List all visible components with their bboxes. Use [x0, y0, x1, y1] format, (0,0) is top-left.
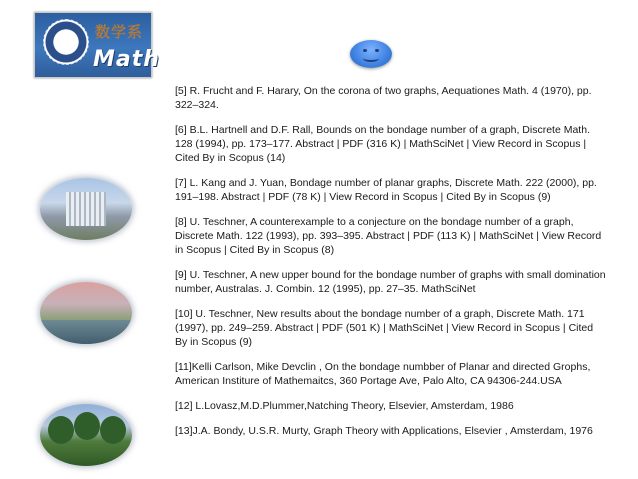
department-name: 数学系 [95, 23, 144, 41]
campus-building-photo [40, 178, 132, 240]
university-seal-icon [43, 19, 89, 65]
campus-trees-photo [40, 404, 132, 466]
reference-item: [10] U. Teschner, New results about the bondage number of a graph, Discrete Math. 171 (1997), pp. 249–259. Abstract | PDF (501 K) | MathSciNet | View Record in Scopus | Cited By in Scopus (9) [175, 308, 594, 348]
department-banner [34, 12, 160, 78]
reference-item: [7] L. Kang and J. Yuan, Bondage number of planar graphs, Discrete Math. 222 (2000), pp. 191–198. Abstract | PDF (78 K) | View Record in Scopus | Cited By in Scopus (9) [175, 177, 597, 203]
reference-item: [5] R. Frucht and F. Harary, On the corona of two graphs, Aequationes Math. 4 (1970), pp. 322–324. [175, 85, 592, 111]
reference-item: [9] U. Teschner, A new upper bound for the bondage number of graphs with small domination number, Australas. J. Combin. 12 (1995), pp. 27–35. MathSciNet [175, 269, 606, 295]
reference-item: [8] U. Teschner, A counterexample to a conjecture on the bondage number of a graph, Discrete Math. 122 (1993), pp. 393–395. Abstract | PDF (113 K) | MathSciNet | View Record in Scopus | Cited By in Scopus (8) [175, 216, 602, 256]
smiley-face-icon [350, 40, 392, 68]
reference-item: [6] B.L. Hartnell and D.F. Rall, Bounds on the bondage number of a graph, Discrete Math. 128 (1994), pp. 173–177. Abstract | PDF (316 K) | MathSciNet | View Record in Scopus | Cited By in Scopus (14) [175, 124, 590, 164]
reference-item: [12] L.Lovasz,M.D.Plummer,Natching Theory, Elsevier, Amsterdam, 1986 [175, 400, 514, 412]
campus-lake-photo [40, 282, 132, 344]
reference-item: [11]Kelli Carlson, Mike Devclin , On the bondage numbber of Planar and directed Grophs, American Institure of Mathemaitcs, 360 Portage Ave, Palo Alto, CA 94306-244.USA [175, 361, 591, 387]
reference-item: [13]J.A. Bondy, U.S.R. Murty, Graph Theory with Applications, Elsevier , Amsterdam, 1976 [175, 425, 593, 437]
math-label: Math [93, 47, 160, 72]
reference-list [175, 84, 607, 449]
